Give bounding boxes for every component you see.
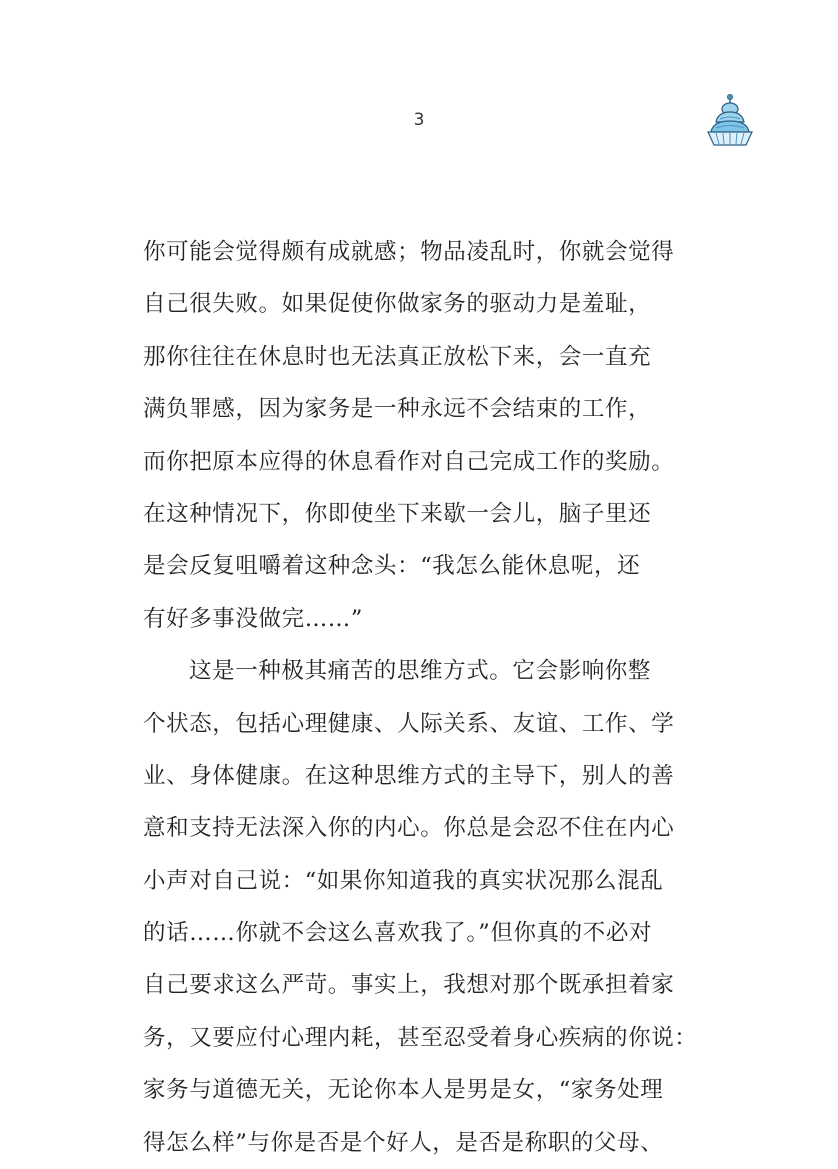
body-text (143, 226, 699, 1169)
text-line: 有好多事没做完……” (143, 605, 364, 632)
text-line: 那你往往在休息时也无法真正放松下来，会一直充 (143, 343, 652, 370)
text-line: 是会反复咀嚼着这种念头：“我怎么能休息呢，还 (143, 553, 641, 580)
text-line: 你可能会觉得颇有成就感；物品凌乱时，你就会觉得 (143, 239, 675, 265)
cupcake-icon (704, 92, 756, 148)
text-line: 满负罪感，因为家务是一种永远不会结束的工作， (143, 396, 652, 423)
text-line: 得怎么样”与你是否是个好人，是否是称职的父母、 (143, 1129, 664, 1156)
text-line: 意和支持无法深入你的内心。你总是会忍不住在内心 (143, 815, 675, 842)
text-line: 个状态，包括心理健康、人际关系、友谊、工作、学 (143, 710, 675, 737)
text-line: 自己要求这么严苛。事实上，我想对那个既承担着家 (143, 972, 675, 999)
text-line: 的话……你就不会这么喜欢我了。”但你真的不必对 (143, 920, 653, 947)
page-number: 3 (413, 110, 425, 130)
text-line: 而你把原本应得的休息看作对自己完成工作的奖励。 (143, 448, 675, 475)
paragraph-start-line: 这是一种极其痛苦的思维方式。它会影响你整 (189, 658, 652, 685)
text-line: 业、身体健康。在这种思维方式的主导下，别人的善 (143, 762, 675, 789)
text-line: 务，又要应付心理内耗，甚至忍受着身心疾病的你说： (143, 1024, 698, 1051)
text-line: 家务与道德无关，无论你本人是男是女，“家务处理 (143, 1077, 664, 1104)
text-line: 自己很失败。如果促使你做家务的驱动力是羞耻， (143, 291, 652, 318)
text-line: 在这种情况下，你即使坐下来歇一会儿，脑子里还 (143, 500, 652, 527)
text-line: 小声对自己说：“如果你知道我的真实状况那么混乱 (143, 867, 664, 894)
